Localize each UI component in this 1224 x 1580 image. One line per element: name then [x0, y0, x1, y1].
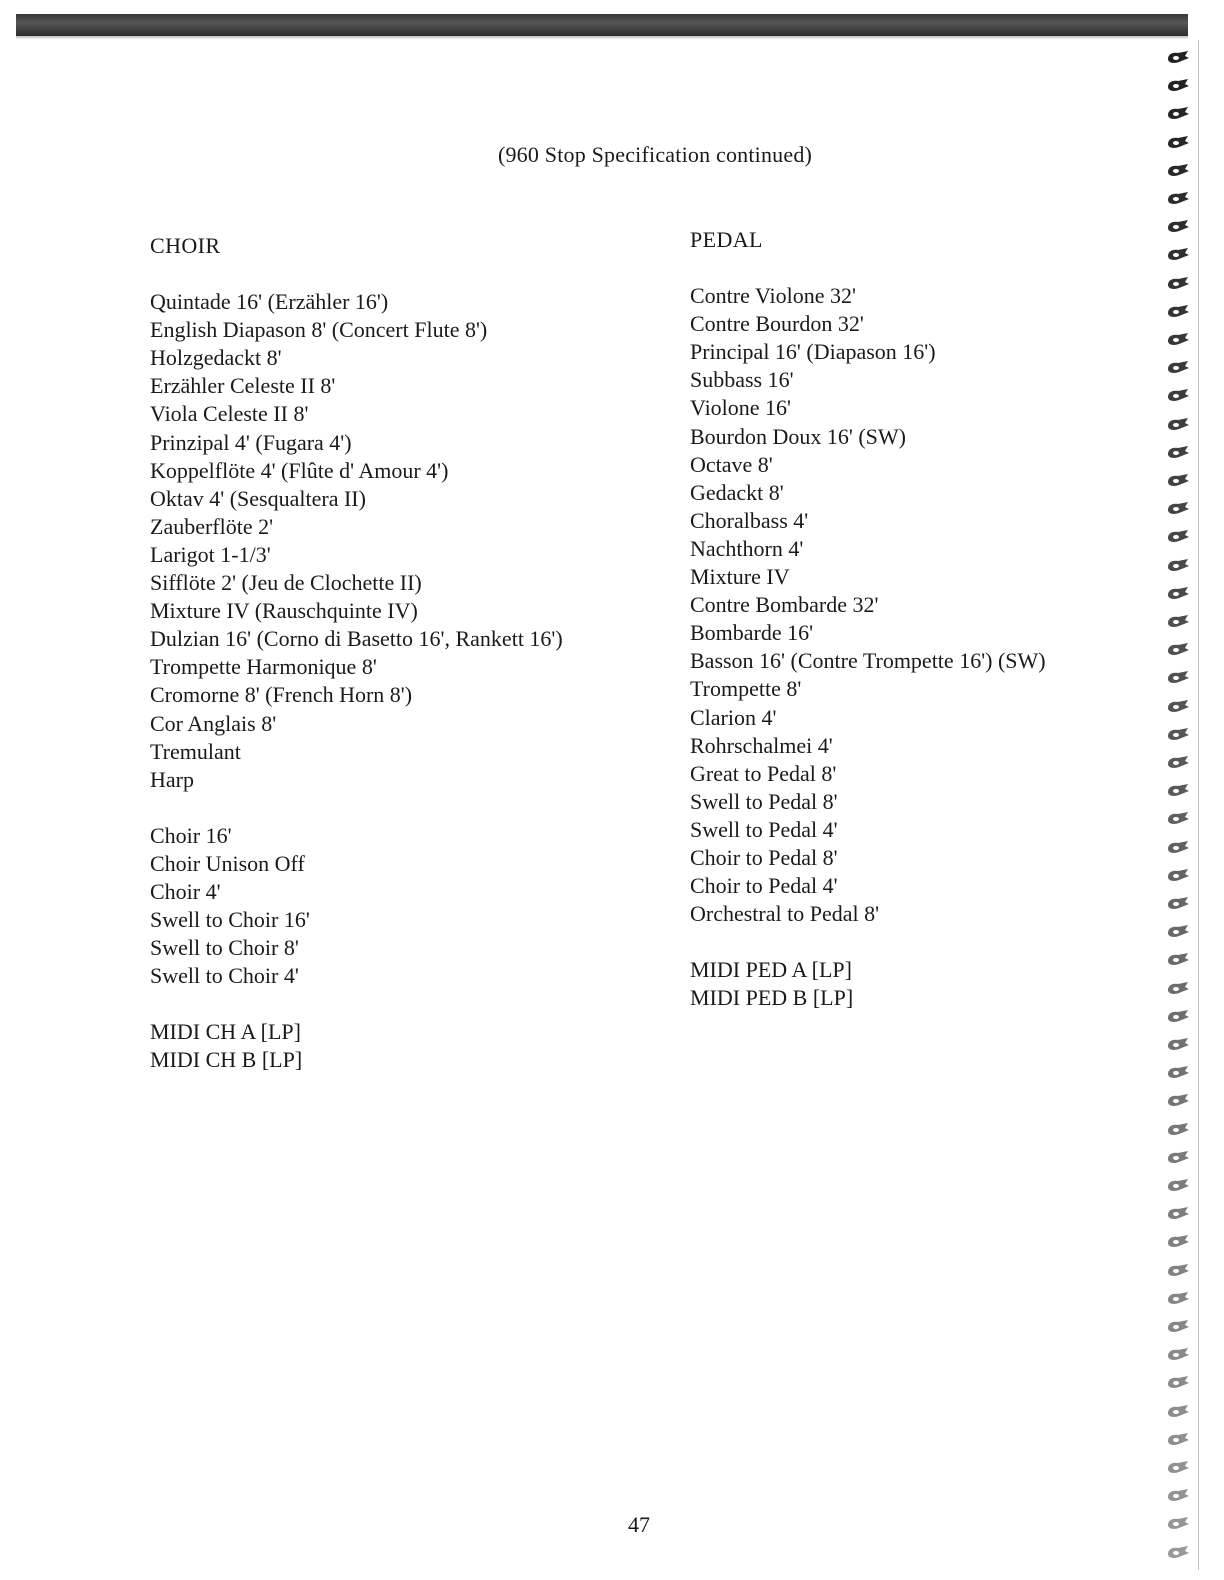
binding-hole-icon — [1165, 1122, 1191, 1138]
pedal-stop: Subbass 16' — [690, 367, 794, 393]
choir-stop: Cor Anglais 8' — [150, 710, 277, 736]
binding-hole-icon — [1165, 840, 1191, 856]
binding-hole-icon — [1165, 445, 1191, 461]
binding-hole-icon — [1165, 1404, 1191, 1420]
binding-hole-icon — [1165, 78, 1191, 94]
binding-hole-icon — [1165, 1488, 1191, 1504]
binding-hole-icon — [1165, 924, 1191, 940]
page-number: 47 — [628, 1512, 650, 1537]
binding-hole-icon — [1165, 50, 1191, 66]
choir-stop: English Diapason 8' (Concert Flute 8') — [150, 317, 488, 343]
choir-stop: Mixture IV (Rauschquinte IV) — [150, 598, 418, 624]
binding-hole-icon — [1165, 952, 1191, 968]
pedal-title: PEDAL — [690, 227, 763, 252]
binding-hole-icon — [1165, 332, 1191, 348]
scan-top-bar-edge — [16, 36, 1188, 39]
pedal-stop-list — [690, 282, 1046, 928]
binding-hole-icon — [1165, 1009, 1191, 1025]
page-heading: (960 Stop Specification continued) — [497, 142, 813, 167]
choir-stop: Zauberflöte 2' — [150, 513, 274, 539]
binding-hole-icon — [1165, 811, 1191, 827]
pedal-stop: Clarion 4' — [690, 704, 777, 730]
binding-hole-icon — [1165, 473, 1191, 489]
spacer — [150, 794, 563, 822]
binding-hole-icon — [1165, 106, 1191, 122]
choir-midi: MIDI CH A [LP] — [150, 1019, 301, 1045]
binding-hole-icon — [1165, 417, 1191, 433]
choir-coupler: Choir 16' — [150, 822, 232, 848]
binding-hole-icon — [1165, 1432, 1191, 1448]
binding-hole-icon — [1165, 529, 1191, 545]
binding-hole-icon — [1165, 247, 1191, 263]
scan-top-bar — [16, 14, 1188, 36]
binding-hole-icon — [1165, 1545, 1191, 1561]
binding-hole-icon — [1165, 219, 1191, 235]
pedal-stop: Octave 8' — [690, 451, 773, 477]
binding-hole-icon — [1165, 1263, 1191, 1279]
choir-midi-list — [150, 1018, 563, 1074]
pedal-stop: Orchestral to Pedal 8' — [690, 901, 880, 927]
choir-coupler-list — [150, 822, 563, 991]
binding-hole-icon — [1165, 1347, 1191, 1363]
choir-midi: MIDI CH B [LP] — [150, 1047, 303, 1073]
spacer — [150, 260, 563, 288]
binding-hole-icon — [1165, 896, 1191, 912]
pedal-column — [690, 226, 1046, 1012]
binding-hole-icon — [1165, 727, 1191, 743]
pedal-stop: Choir to Pedal 4' — [690, 873, 838, 899]
binding-hole-icon — [1165, 501, 1191, 517]
pedal-stop: Basson 16' (Contre Trompette 16') (SW) — [690, 648, 1046, 674]
pedal-stop: Principal 16' (Diapason 16') — [690, 339, 936, 365]
binding-hole-icon — [1165, 1234, 1191, 1250]
binding-hole-icon — [1165, 276, 1191, 292]
choir-stop: Larigot 1-1/3' — [150, 541, 271, 567]
binding-hole-icon — [1165, 304, 1191, 320]
choir-stop: Trompette Harmonique 8' — [150, 654, 377, 680]
pedal-stop: Gedackt 8' — [690, 479, 784, 505]
choir-stop: Tremulant — [150, 738, 241, 764]
binding-hole-icon — [1165, 191, 1191, 207]
binding-hole-icon — [1165, 558, 1191, 574]
choir-coupler: Choir 4' — [150, 878, 221, 904]
choir-stop: Prinzipal 4' (Fugara 4') — [150, 429, 352, 455]
choir-coupler: Swell to Choir 4' — [150, 963, 299, 989]
pedal-stop: Violone 16' — [690, 395, 792, 421]
choir-stop: Sifflöte 2' (Jeu de Clochette II) — [150, 570, 422, 596]
pedal-stop: Bourdon Doux 16' (SW) — [690, 423, 907, 449]
spacer — [150, 990, 563, 1018]
binding-hole-icon — [1165, 981, 1191, 997]
spacer — [690, 928, 1046, 956]
pedal-midi-list — [690, 956, 1046, 1012]
pedal-midi: MIDI PED A [LP] — [690, 957, 852, 983]
choir-stop: Harp — [150, 766, 194, 792]
pedal-stop: Swell to Pedal 8' — [690, 788, 838, 814]
pedal-stop: Swell to Pedal 4' — [690, 816, 838, 842]
choir-column — [150, 232, 563, 1075]
choir-stop: Quintade 16' (Erzähler 16') — [150, 289, 389, 315]
pedal-stop: Bombarde 16' — [690, 620, 814, 646]
binding-hole-icon — [1165, 1375, 1191, 1391]
binding-hole-icon — [1165, 614, 1191, 630]
pedal-stop: Rohrschalmei 4' — [690, 732, 833, 758]
choir-stop: Oktav 4' (Sesqualtera II) — [150, 485, 366, 511]
pedal-stop: Choralbass 4' — [690, 507, 809, 533]
choir-stop: Viola Celeste II 8' — [150, 401, 309, 427]
binding-hole-icon — [1165, 1460, 1191, 1476]
pedal-stop: Great to Pedal 8' — [690, 760, 837, 786]
pedal-midi: MIDI PED B [LP] — [690, 985, 854, 1011]
binding-hole-icon — [1165, 163, 1191, 179]
binding-hole-icon — [1165, 1291, 1191, 1307]
choir-stop: Holzgedackt 8' — [150, 345, 282, 371]
choir-stop: Dulzian 16' (Corno di Basetto 16', Rankett 16') — [150, 626, 563, 652]
binding-hole-icon — [1165, 642, 1191, 658]
pedal-stop: Mixture IV — [690, 564, 790, 590]
binding-hole-icon — [1165, 1093, 1191, 1109]
choir-coupler: Swell to Choir 16' — [150, 907, 310, 933]
choir-stop: Erzähler Celeste II 8' — [150, 373, 336, 399]
binding-hole-icon — [1165, 1065, 1191, 1081]
binding-hole-icon — [1165, 755, 1191, 771]
binding-hole-icon — [1165, 868, 1191, 884]
spacer — [690, 254, 1046, 282]
choir-stop: Cromorne 8' (French Horn 8') — [150, 682, 413, 708]
binding-hole-icon — [1165, 360, 1191, 376]
binding-hole-icon — [1165, 783, 1191, 799]
choir-stop-list — [150, 288, 563, 794]
binding-hole-icon — [1165, 388, 1191, 404]
choir-stop: Koppelflöte 4' (Flûte d' Amour 4') — [150, 457, 449, 483]
binding-hole-icon — [1165, 1150, 1191, 1166]
binding-hole-icon — [1165, 699, 1191, 715]
choir-coupler: Choir Unison Off — [150, 850, 305, 876]
binding-hole-icon — [1165, 670, 1191, 686]
binding-hole-icon — [1165, 135, 1191, 151]
pedal-stop: Contre Bourdon 32' — [690, 311, 864, 337]
pedal-stop: Nachthorn 4' — [690, 535, 804, 561]
pedal-stop: Contre Bombarde 32' — [690, 592, 879, 618]
binding-hole-icon — [1165, 1206, 1191, 1222]
binding-hole-icon — [1165, 586, 1191, 602]
pedal-stop: Choir to Pedal 8' — [690, 844, 838, 870]
pedal-stop: Contre Violone 32' — [690, 283, 856, 309]
binding-hole-icon — [1165, 1319, 1191, 1335]
pedal-stop: Trompette 8' — [690, 676, 802, 702]
binding-hole-icon — [1165, 1516, 1191, 1532]
binding-hole-icon — [1165, 1178, 1191, 1194]
binding-edge — [1198, 40, 1199, 1570]
choir-coupler: Swell to Choir 8' — [150, 935, 299, 961]
spiral-binding — [1165, 50, 1195, 1570]
binding-hole-icon — [1165, 1037, 1191, 1053]
choir-title: CHOIR — [150, 233, 221, 258]
